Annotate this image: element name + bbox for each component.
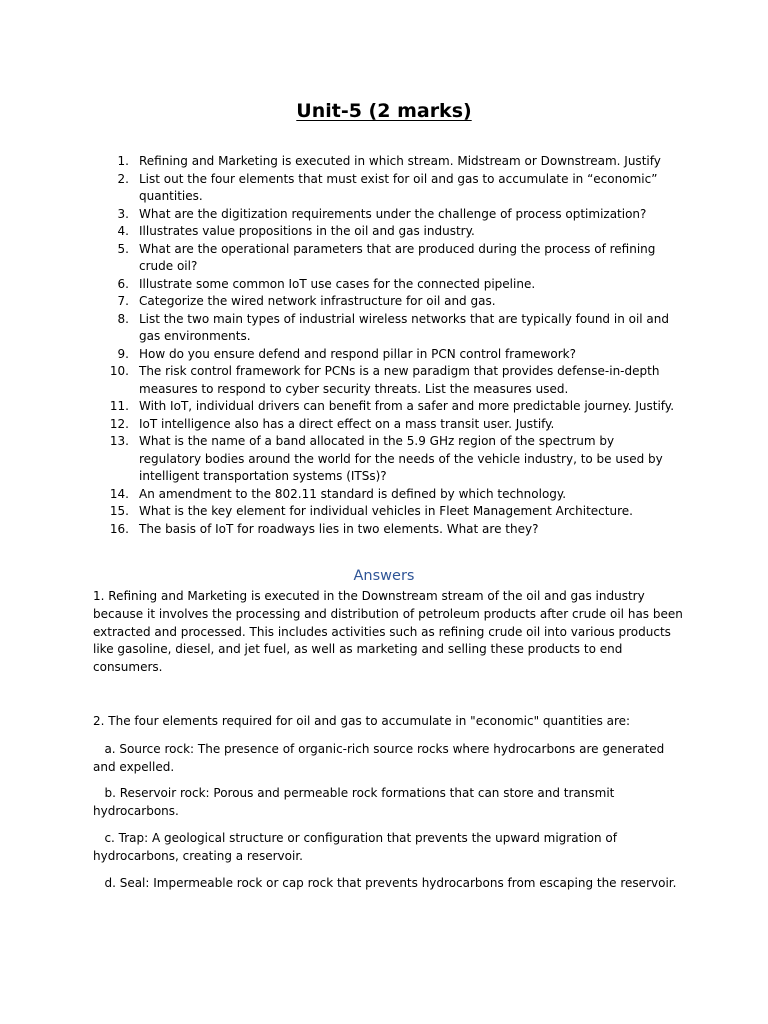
question-text: Refining and Marketing is executed in which stream. Midstream or Downstream. Justify <box>139 154 661 168</box>
question-text: The risk control framework for PCNs is a new paradigm that provides defense-in-depth measures to respond to cyber security threats. List the measures used. <box>139 364 660 396</box>
question-item <box>105 171 675 206</box>
question-item <box>105 433 675 486</box>
answer-paragraph: 2. The four elements required for oil and gas to accumulate in "economic" quantities are: <box>93 713 631 728</box>
question-number: 7. <box>117 294 129 308</box>
question-number: 1. <box>117 154 129 168</box>
page-title: Unit-5 (2 marks) <box>296 100 472 122</box>
question-item <box>105 521 675 539</box>
question-number: 12. <box>109 416 129 431</box>
question-number: 8. <box>117 311 129 326</box>
question-number: 5. <box>117 241 129 256</box>
question-text: What are the digitization requirements under the challenge of process optimization? <box>139 206 647 221</box>
question-text: How do you ensure defend and respond pillar in PCN control framework? <box>139 346 576 361</box>
question-number: 10. <box>109 364 129 378</box>
question-item <box>105 293 675 311</box>
question-list <box>105 153 675 538</box>
question-text: With IoT, individual drivers can benefit from a safer and more predictable journey. Justify. <box>139 399 675 413</box>
answer-subitem: b. Reservoir rock: Porous and permeable rock formations that can store and transmit hydrocarbons. <box>93 786 619 819</box>
question-text: An amendment to the 802.11 standard is defined by which technology. <box>139 486 567 501</box>
question-number: 3. <box>117 206 129 221</box>
question-number: 4. <box>117 224 129 238</box>
answers-heading: Answers <box>353 568 415 584</box>
question-text: Illustrate some common IoT use cases for the connected pipeline. <box>139 276 536 291</box>
question-item <box>105 398 675 416</box>
question-text: List the two main types of industrial wireless networks that are typically found in oil and gas environments. <box>139 311 670 343</box>
question-text: IoT intelligence also has a direct effect on a mass transit user. Justify. <box>139 416 555 431</box>
question-item <box>105 241 675 276</box>
question-item <box>105 486 675 504</box>
question-text: List out the four elements that must exist for oil and gas to accumulate in “economic” quantities. <box>139 171 658 203</box>
answer-subitem: c. Trap: A geological structure or configuration that prevents the upward migration of hydrocarbons, creating a reservoir. <box>93 830 621 863</box>
answer-subitem: d. Seal: Impermeable rock or cap rock that prevents hydrocarbons from escaping the reservoir. <box>93 875 677 890</box>
question-item <box>105 206 675 224</box>
question-item <box>105 223 675 241</box>
question-number: 6. <box>117 276 129 291</box>
question-item <box>105 363 675 398</box>
question-number: 14. <box>109 486 129 501</box>
question-number: 16. <box>109 521 129 536</box>
question-text: Categorize the wired network infrastructure for oil and gas. <box>139 294 496 308</box>
question-number: 15. <box>109 504 129 518</box>
question-number: 9. <box>117 346 129 361</box>
question-text: The basis of IoT for roadways lies in two elements. What are they? <box>139 521 539 536</box>
question-number: 2. <box>117 171 129 186</box>
question-item <box>105 276 675 294</box>
question-item <box>105 346 675 364</box>
question-item <box>105 503 675 521</box>
question-text: Illustrates value propositions in the oil and gas industry. <box>139 224 475 238</box>
answer-paragraph: 1. Refining and Marketing is executed in the Downstream stream of the oil and gas industry because it involves the processing and distribution of petroleum products after crude oil has been extracted and processed. This includes activities such as refining crude oil into various products like gasoline, diesel, and jet fuel, as well as marketing and selling these products to end consumers. <box>93 589 683 675</box>
question-number: 13. <box>109 434 129 448</box>
answers-section <box>93 588 683 901</box>
answer-subitem: a. Source rock: The presence of organic-rich source rocks where hydrocarbons are generated and expelled. <box>93 741 669 774</box>
question-text: What is the name of a band allocated in the 5.9 GHz region of the spectrum by regulatory bodies around the world for the needs of the vehicle industry, to be used by intelligent transportation systems (ITSs)? <box>139 434 663 483</box>
question-number: 11. <box>109 399 129 413</box>
question-item <box>105 153 675 171</box>
question-text: What are the operational parameters that are produced during the process of refining crude oil? <box>139 241 656 273</box>
question-item <box>105 311 675 346</box>
question-item <box>105 416 675 434</box>
question-text: What is the key element for individual vehicles in Fleet Management Architecture. <box>139 504 633 518</box>
